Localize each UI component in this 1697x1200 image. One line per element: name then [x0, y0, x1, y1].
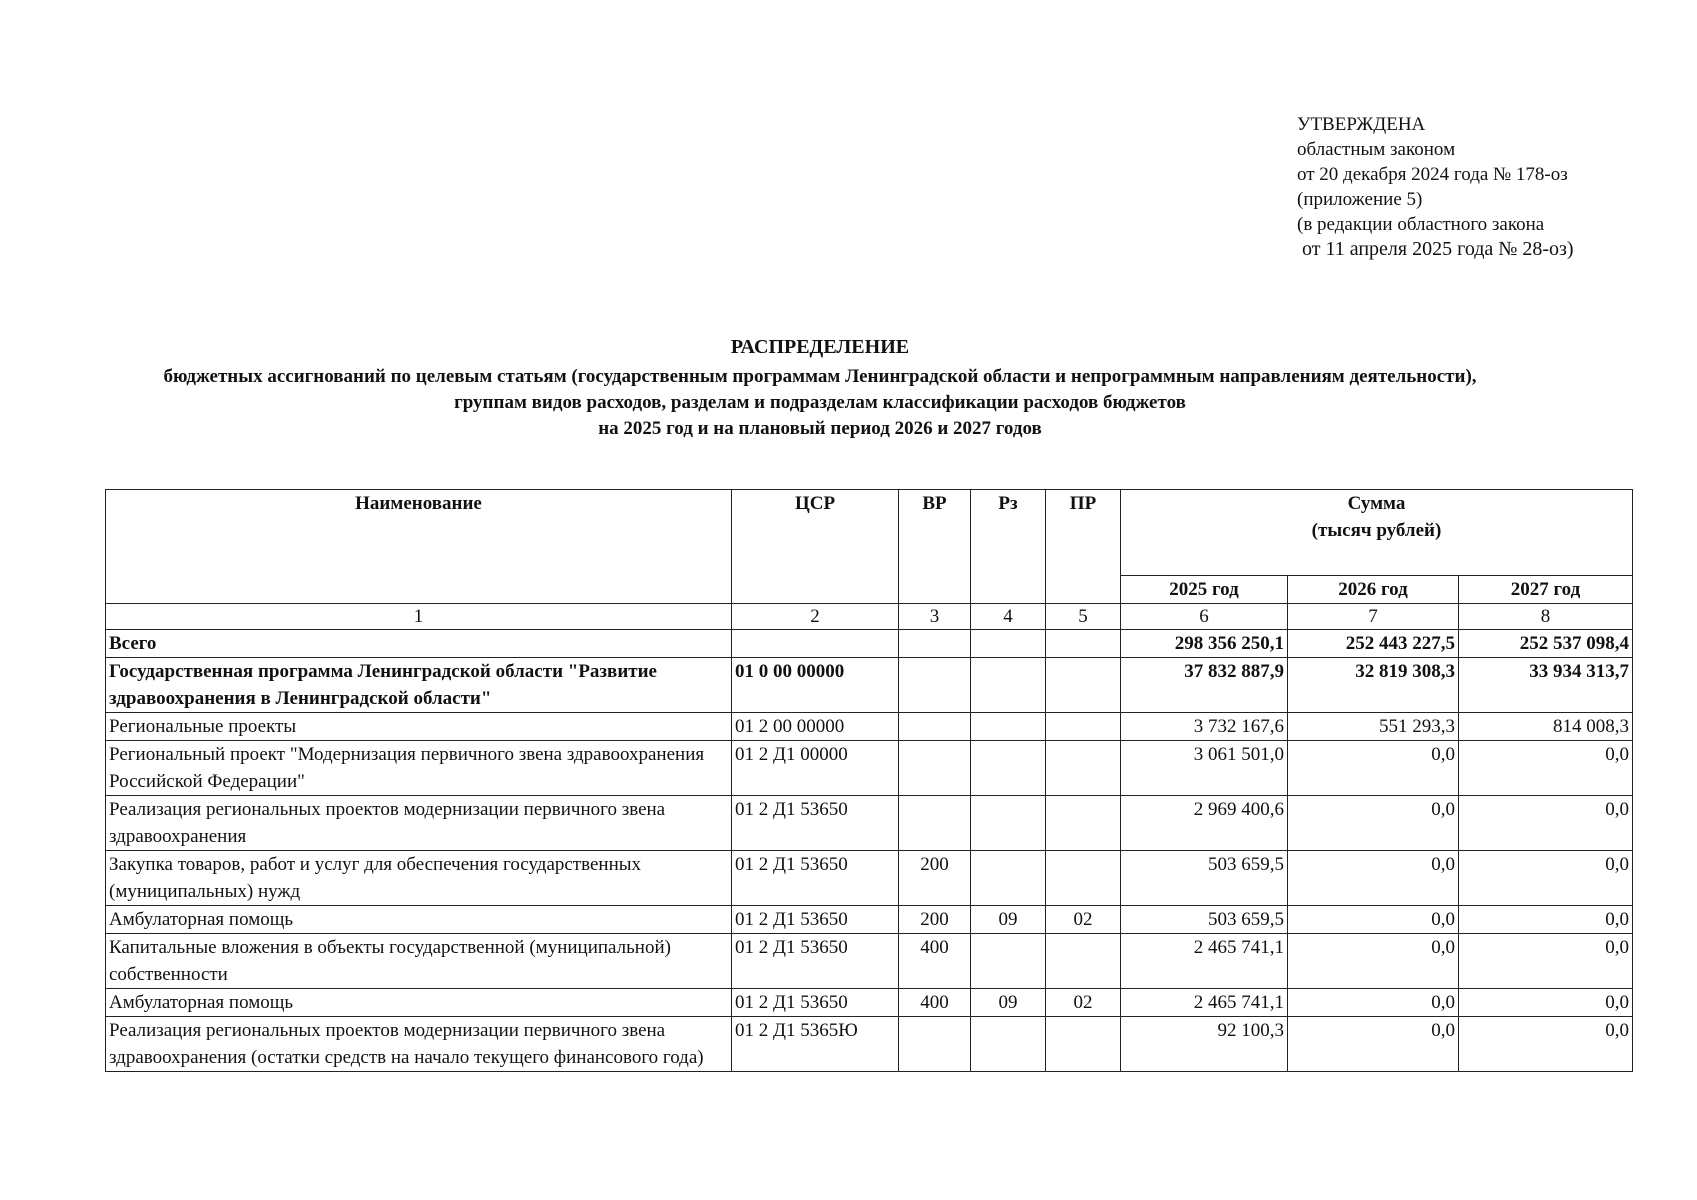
row-pr	[1046, 934, 1121, 989]
table-row	[106, 658, 1633, 713]
row-csr: 01 2 Д1 53650	[732, 851, 899, 906]
header-2025: 2025 год	[1121, 576, 1288, 604]
row-name: Капитальные вложения в объекты государственной (муниципальной) собственности	[106, 934, 732, 989]
row-rz: 09	[971, 906, 1046, 934]
row-rz	[971, 741, 1046, 796]
row-vr	[899, 1017, 971, 1072]
row-sum-2025: 37 832 887,9	[1121, 658, 1288, 713]
row-rz	[971, 1017, 1046, 1072]
header-name: Наименование	[106, 490, 732, 604]
row-rz	[971, 934, 1046, 989]
row-csr	[732, 630, 899, 658]
column-index: 7	[1288, 604, 1459, 630]
header-csr: ЦСР	[732, 490, 899, 604]
column-index-row	[106, 604, 1633, 630]
row-name: Реализация региональных проектов модернизации первичного звена здравоохранения (остатки средств на начало текущего финансового года)	[106, 1017, 732, 1072]
title-line-4: на 2025 год и на плановый период 2026 и 2027 годов	[598, 418, 1042, 439]
row-vr: 400	[899, 934, 971, 989]
row-rz	[971, 851, 1046, 906]
header-pr: ПР	[1046, 490, 1121, 604]
header-sum-unit: (тысяч рублей)	[1311, 520, 1442, 541]
row-sum-2027: 252 537 098,4	[1459, 630, 1633, 658]
row-csr: 01 2 00 00000	[732, 713, 899, 741]
column-index: 1	[106, 604, 732, 630]
budget-table	[105, 489, 1633, 1072]
row-name: Всего	[106, 630, 732, 658]
approval-line-3: от 20 декабря 2024 года № 178-оз	[1297, 164, 1568, 185]
row-pr: 02	[1046, 906, 1121, 934]
row-vr	[899, 658, 971, 713]
column-index: 5	[1046, 604, 1121, 630]
column-index: 4	[971, 604, 1046, 630]
row-sum-2027: 0,0	[1459, 934, 1633, 989]
table-row	[106, 741, 1633, 796]
table-row	[106, 989, 1633, 1017]
header-sum-label: Сумма	[1347, 493, 1406, 514]
column-index: 8	[1459, 604, 1633, 630]
row-sum-2026: 32 819 308,3	[1288, 658, 1459, 713]
table-row	[106, 1017, 1633, 1072]
row-pr	[1046, 851, 1121, 906]
row-sum-2027: 0,0	[1459, 906, 1633, 934]
row-pr	[1046, 796, 1121, 851]
row-pr	[1046, 1017, 1121, 1072]
row-name: Региональные проекты	[106, 713, 732, 741]
row-name: Реализация региональных проектов модернизации первичного звена здравоохранения	[106, 796, 732, 851]
approval-line-2: областным законом	[1297, 139, 1456, 160]
row-csr: 01 2 Д1 53650	[732, 989, 899, 1017]
row-sum-2025: 3 061 501,0	[1121, 741, 1288, 796]
row-sum-2025: 92 100,3	[1121, 1017, 1288, 1072]
row-rz	[971, 796, 1046, 851]
row-sum-2025: 503 659,5	[1121, 906, 1288, 934]
row-sum-2026: 0,0	[1288, 851, 1459, 906]
title-line-1: РАСПРЕДЕЛЕНИЕ	[730, 336, 910, 358]
table-row	[106, 713, 1633, 741]
approval-line-6: от 11 апреля 2025 года № 28-оз)	[1302, 238, 1574, 260]
header-vr: ВР	[899, 490, 971, 604]
row-sum-2027: 0,0	[1459, 989, 1633, 1017]
row-vr: 400	[899, 989, 971, 1017]
row-csr: 01 2 Д1 00000	[732, 741, 899, 796]
row-vr: 200	[899, 851, 971, 906]
row-sum-2025: 2 969 400,6	[1121, 796, 1288, 851]
table-row	[106, 906, 1633, 934]
row-vr	[899, 713, 971, 741]
row-sum-2025: 503 659,5	[1121, 851, 1288, 906]
row-pr	[1046, 630, 1121, 658]
row-sum-2026: 0,0	[1288, 906, 1459, 934]
row-sum-2026: 0,0	[1288, 934, 1459, 989]
row-vr	[899, 741, 971, 796]
column-index: 2	[732, 604, 899, 630]
row-pr	[1046, 713, 1121, 741]
approval-stamp	[1297, 112, 1574, 262]
row-sum-2026: 0,0	[1288, 1017, 1459, 1072]
row-csr: 01 0 00 00000	[732, 658, 899, 713]
header-2027: 2027 год	[1459, 576, 1633, 604]
row-pr	[1046, 658, 1121, 713]
row-name: Региональный проект "Модернизация первичного звена здравоохранения Российской Федерации"	[106, 741, 732, 796]
row-csr: 01 2 Д1 5365Ю	[732, 1017, 899, 1072]
row-sum-2026: 551 293,3	[1288, 713, 1459, 741]
row-csr: 01 2 Д1 53650	[732, 796, 899, 851]
row-vr	[899, 796, 971, 851]
header-2026: 2026 год	[1288, 576, 1459, 604]
row-vr	[899, 630, 971, 658]
row-sum-2025: 298 356 250,1	[1121, 630, 1288, 658]
header-sum	[1121, 490, 1633, 576]
budget-table-body	[106, 604, 1633, 1072]
table-row	[106, 851, 1633, 906]
row-sum-2027: 33 934 313,7	[1459, 658, 1633, 713]
approval-line-1: УТВЕРЖДЕНА	[1297, 114, 1426, 135]
row-sum-2027: 814 008,3	[1459, 713, 1633, 741]
column-index: 3	[899, 604, 971, 630]
row-sum-2027: 0,0	[1459, 851, 1633, 906]
header-rz: Рз	[971, 490, 1046, 604]
row-sum-2026: 252 443 227,5	[1288, 630, 1459, 658]
row-rz	[971, 658, 1046, 713]
column-index: 6	[1121, 604, 1288, 630]
table-row	[106, 796, 1633, 851]
row-pr: 02	[1046, 989, 1121, 1017]
row-csr: 01 2 Д1 53650	[732, 934, 899, 989]
row-name: Амбулаторная помощь	[106, 906, 732, 934]
row-sum-2026: 0,0	[1288, 989, 1459, 1017]
row-csr: 01 2 Д1 53650	[732, 906, 899, 934]
document-title	[100, 334, 1540, 442]
row-sum-2026: 0,0	[1288, 796, 1459, 851]
row-name: Государственная программа Ленинградской области "Развитие здравоохранения в Ленинградской области"	[106, 658, 732, 713]
row-name: Амбулаторная помощь	[106, 989, 732, 1017]
approval-line-5: (в редакции областного закона	[1297, 214, 1545, 235]
row-name: Закупка товаров, работ и услуг для обеспечения государственных (муниципальных) нужд	[106, 851, 732, 906]
row-vr: 200	[899, 906, 971, 934]
row-sum-2025: 2 465 741,1	[1121, 989, 1288, 1017]
row-sum-2027: 0,0	[1459, 741, 1633, 796]
title-line-3: группам видов расходов, разделам и подразделам классификации расходов бюджетов	[454, 392, 1186, 413]
approval-line-4: (приложение 5)	[1297, 189, 1423, 210]
row-pr	[1046, 741, 1121, 796]
row-rz	[971, 630, 1046, 658]
row-sum-2026: 0,0	[1288, 741, 1459, 796]
title-line-2: бюджетных ассигнований по целевым статьям (государственным программам Ленинградской области и непрограммным направлениям деятельности),	[163, 366, 1477, 387]
row-sum-2027: 0,0	[1459, 796, 1633, 851]
row-rz: 09	[971, 989, 1046, 1017]
row-rz	[971, 713, 1046, 741]
row-sum-2025: 3 732 167,6	[1121, 713, 1288, 741]
row-sum-2027: 0,0	[1459, 1017, 1633, 1072]
row-sum-2025: 2 465 741,1	[1121, 934, 1288, 989]
table-row	[106, 934, 1633, 989]
table-row	[106, 630, 1633, 658]
